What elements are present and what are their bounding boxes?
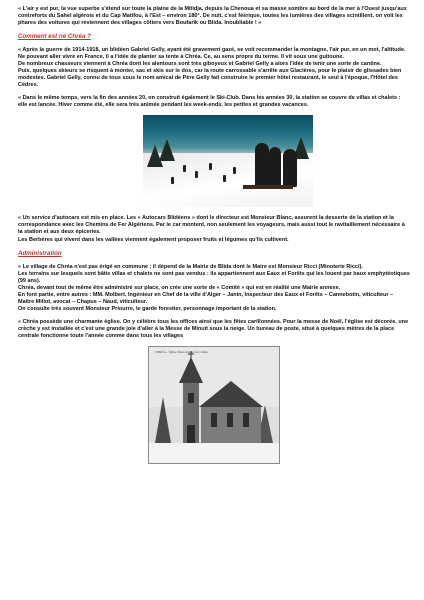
paragraph-comite: Chréa, devant tout de même être administré sur place, on crée une sorte de « Comité » qui est en réalité une Mairie annexe. [18, 285, 341, 291]
intro-paragraph: « L'air y est pur, la vue superbe s'étend sur toute la plaine de la Mitidja, depuis la Chenoua et sa masse sombre au bord de la mer à l'Ouest jusqu'aux contreforts du Sahel algérois et du Cap Matifou, à l'Est – environ 180°. De nuit, c'est féérique, toutes les lumières des villages scintillent, on voit les phares des voitures qui reviennent des villages côtiers vers Boufarik ou Blida. Inoubliable ! » [18, 6, 407, 26]
paragraph-gelly: « Après la guerre de 1914-1918, un blidéen Gabriel Gelly, ayant été gravement gazé, se voit recommander la montagne, l'air pur, en un mot, l'altitude. Ne pouvant aller vivre en France, il a l'idée de planter sa tente à Chréa. Ce, au sens propre du terme. Il vit sous une guitoune. [18, 47, 406, 60]
ski-slope-photo [143, 115, 313, 207]
paragraph-garde-forestier: On consulte très souvent Monsieur Priourre, le garde forestier, personnage important de la station. [18, 306, 277, 312]
paragraph-skiers: Puis, quelques skieurs se risquent à monter, sac et skis sur le dos, car la route carrossable s'arrête aux Glacières, pour le plaisir de glissades bien modestes. Gabriel Gelly, connu de tous sous le nom amical de Père Gelly fait construire le premier hôtel restaurant, le seul à l'époque, l'Hôtel des Cèdres. [18, 68, 402, 88]
paragraph-terrains: Les terrains sur lesquels sont bâtis villas et chalets ne sont pas vendus : ils appartiennent aux Eaux et Forêts qui les louent par baux emphytéotiques (99 ans). [18, 271, 410, 284]
section-heading-origins: Comment est né Chréa ? [18, 33, 91, 40]
church-illustration [149, 347, 279, 463]
paragraph-mairie: « Le village de Chréa n'est pas érigé en commune ; il dépend de la Mairie de Blida dont le Maire est Monsieur Ricci (Minoterie Ricci). [18, 264, 363, 270]
paragraph-eglise: « Chréa possède une charmante église. On y célèbre tous les offices ainsi que les fêtes carillonnées. Pour la messe de Noël, l'église est décorée, une crèche y est installée et c'est une grande joie d'aller à la Messe de Minuit sous la neige. Un bureau de poste, situé à quelques mètres de la place centrale fonctionne toute l'année comme dans tous les villages [18, 319, 409, 339]
paragraph-members: En font partie, entre autres : MM. Molbert, Ingénieur en Chef de la ville d'Alger – Janin, Inspecteur des Eaux et Forêts – Cannebotin, viticulteur – Maître Millot, avocat – Chapus – Naud, viticulteur. [18, 292, 394, 305]
church-photo [148, 346, 280, 464]
document-page [18, 6, 410, 464]
paragraph-berberes: Les Berbères qui vivent dans les vallées viennent également proposer fruits et légumes qu'ils cultivent. [18, 237, 289, 243]
photo-caption: CHRÉA – Église Notre-Dame des Cèdres [155, 350, 209, 354]
paragraph-hunters: De nombreux chasseurs viennent à Chréa dont les alentours sont très giboyeux et Gabriel Gelly a alors l'idée de tenir une sorte de cantine. [18, 61, 382, 67]
paragraph-autocars: « Un service d'autocars est mis en place. Les « Autocars Blidéens » dont le directeur est Monsieur Blanc, assurent la desserte de la station et la correspondance avec les Chemins de Fer Algériens. Par le car montent, non seulement les voyageurs, mais aussi tout le ravitaillement nécessaire à la station et aux deux épiceries. [18, 215, 405, 235]
paragraph-ski-club: « Dans le même temps, vers la fin des années 20, on construit également le Ski-Club. Dans les années 30, la station se couvre de villas et chalets : elle est lancée. Hiver comme été, elle sera très animée pendant les week-ends, les petites et grandes vacances. [18, 95, 401, 108]
section-heading-administration: Administration [18, 250, 62, 257]
